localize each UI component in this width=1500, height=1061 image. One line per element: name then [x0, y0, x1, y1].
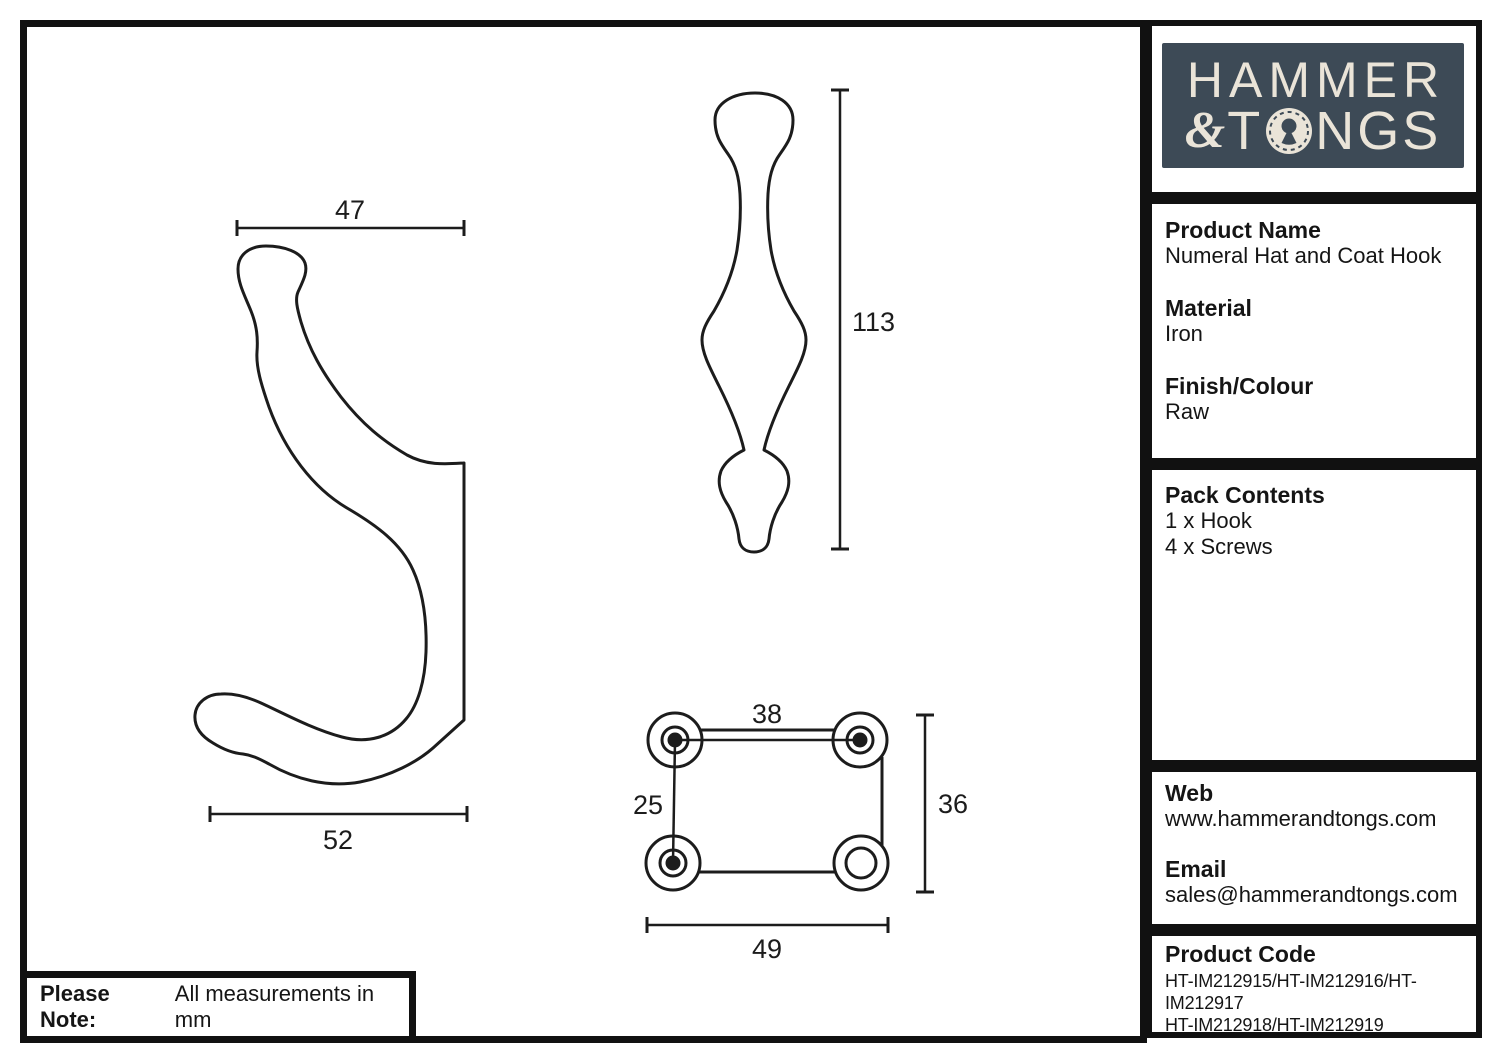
material-label: Material — [1165, 295, 1252, 321]
note-text: All measurements in mm — [174, 981, 375, 1032]
plate-lobe-bottom-right — [834, 836, 888, 890]
screw-dot-top-right — [853, 733, 868, 748]
plate-view-drawing — [633, 699, 968, 964]
product-info-panel — [1146, 198, 1482, 464]
logo-word-tongs — [1184, 100, 1442, 161]
web-label: Web — [1165, 780, 1214, 806]
contact-panel — [1146, 766, 1482, 930]
logo-letters-ngs: NGS — [1315, 100, 1442, 161]
logo-ampersand: & — [1184, 101, 1226, 159]
logo-letter-t: T — [1227, 100, 1264, 161]
product-code-panel — [1146, 930, 1482, 1038]
email-value: sales@hammerandtongs.com — [1165, 882, 1458, 907]
product-name-value: Numeral Hat and Coat Hook — [1165, 243, 1442, 268]
open-hole-bottom-right — [846, 848, 876, 878]
screw-dot-top-left — [668, 733, 683, 748]
side-top-dim-label: 47 — [334, 195, 366, 225]
pack-item: 1 x Hook — [1165, 508, 1252, 533]
dim-line-25 — [673, 740, 675, 863]
keyhole-icon — [1266, 108, 1312, 154]
email-label: Email — [1165, 856, 1227, 882]
web-value: www.hammerandtongs.com — [1165, 806, 1437, 831]
side-bottom-dim-label: 52 — [322, 825, 354, 855]
side-view-drawing — [195, 195, 467, 855]
pack-item: 4 x Screws — [1165, 534, 1273, 559]
hammer-and-tongs-logo — [1162, 43, 1464, 168]
hook-side-outline — [195, 246, 464, 784]
material-value: Iron — [1165, 321, 1203, 346]
note-label: Please Note: — [40, 981, 110, 1032]
product-code-label: Product Code — [1165, 941, 1316, 967]
pack-contents-label: Pack Contents — [1165, 482, 1325, 508]
front-height-dim-label: 113 — [852, 307, 896, 337]
product-code-line: HT-IM212915/HT-IM212916/HT-IM212917 — [1165, 971, 1417, 1013]
measurement-note — [20, 971, 416, 1043]
pack-contents-panel — [1146, 464, 1482, 766]
product-name-label: Product Name — [1165, 217, 1321, 243]
finish-value: Raw — [1165, 399, 1210, 424]
plate-vspacing-dim-label: 25 — [632, 790, 663, 820]
plate-width-dim-label: 49 — [751, 934, 783, 964]
logo-panel — [1146, 20, 1482, 198]
plate-height-dim-label: 36 — [938, 789, 969, 819]
product-code-line: HT-IM212918/HT-IM212919 — [1165, 1015, 1384, 1035]
hook-front-outline — [702, 93, 806, 552]
logo-word-hammer: HAMMER — [1186, 51, 1446, 108]
front-view-drawing — [702, 90, 895, 552]
info-column — [1146, 20, 1482, 1038]
screw-dot-bottom-left — [666, 856, 681, 871]
plate-hspacing-dim-label: 38 — [751, 699, 783, 729]
finish-label: Finish/Colour — [1165, 373, 1314, 399]
